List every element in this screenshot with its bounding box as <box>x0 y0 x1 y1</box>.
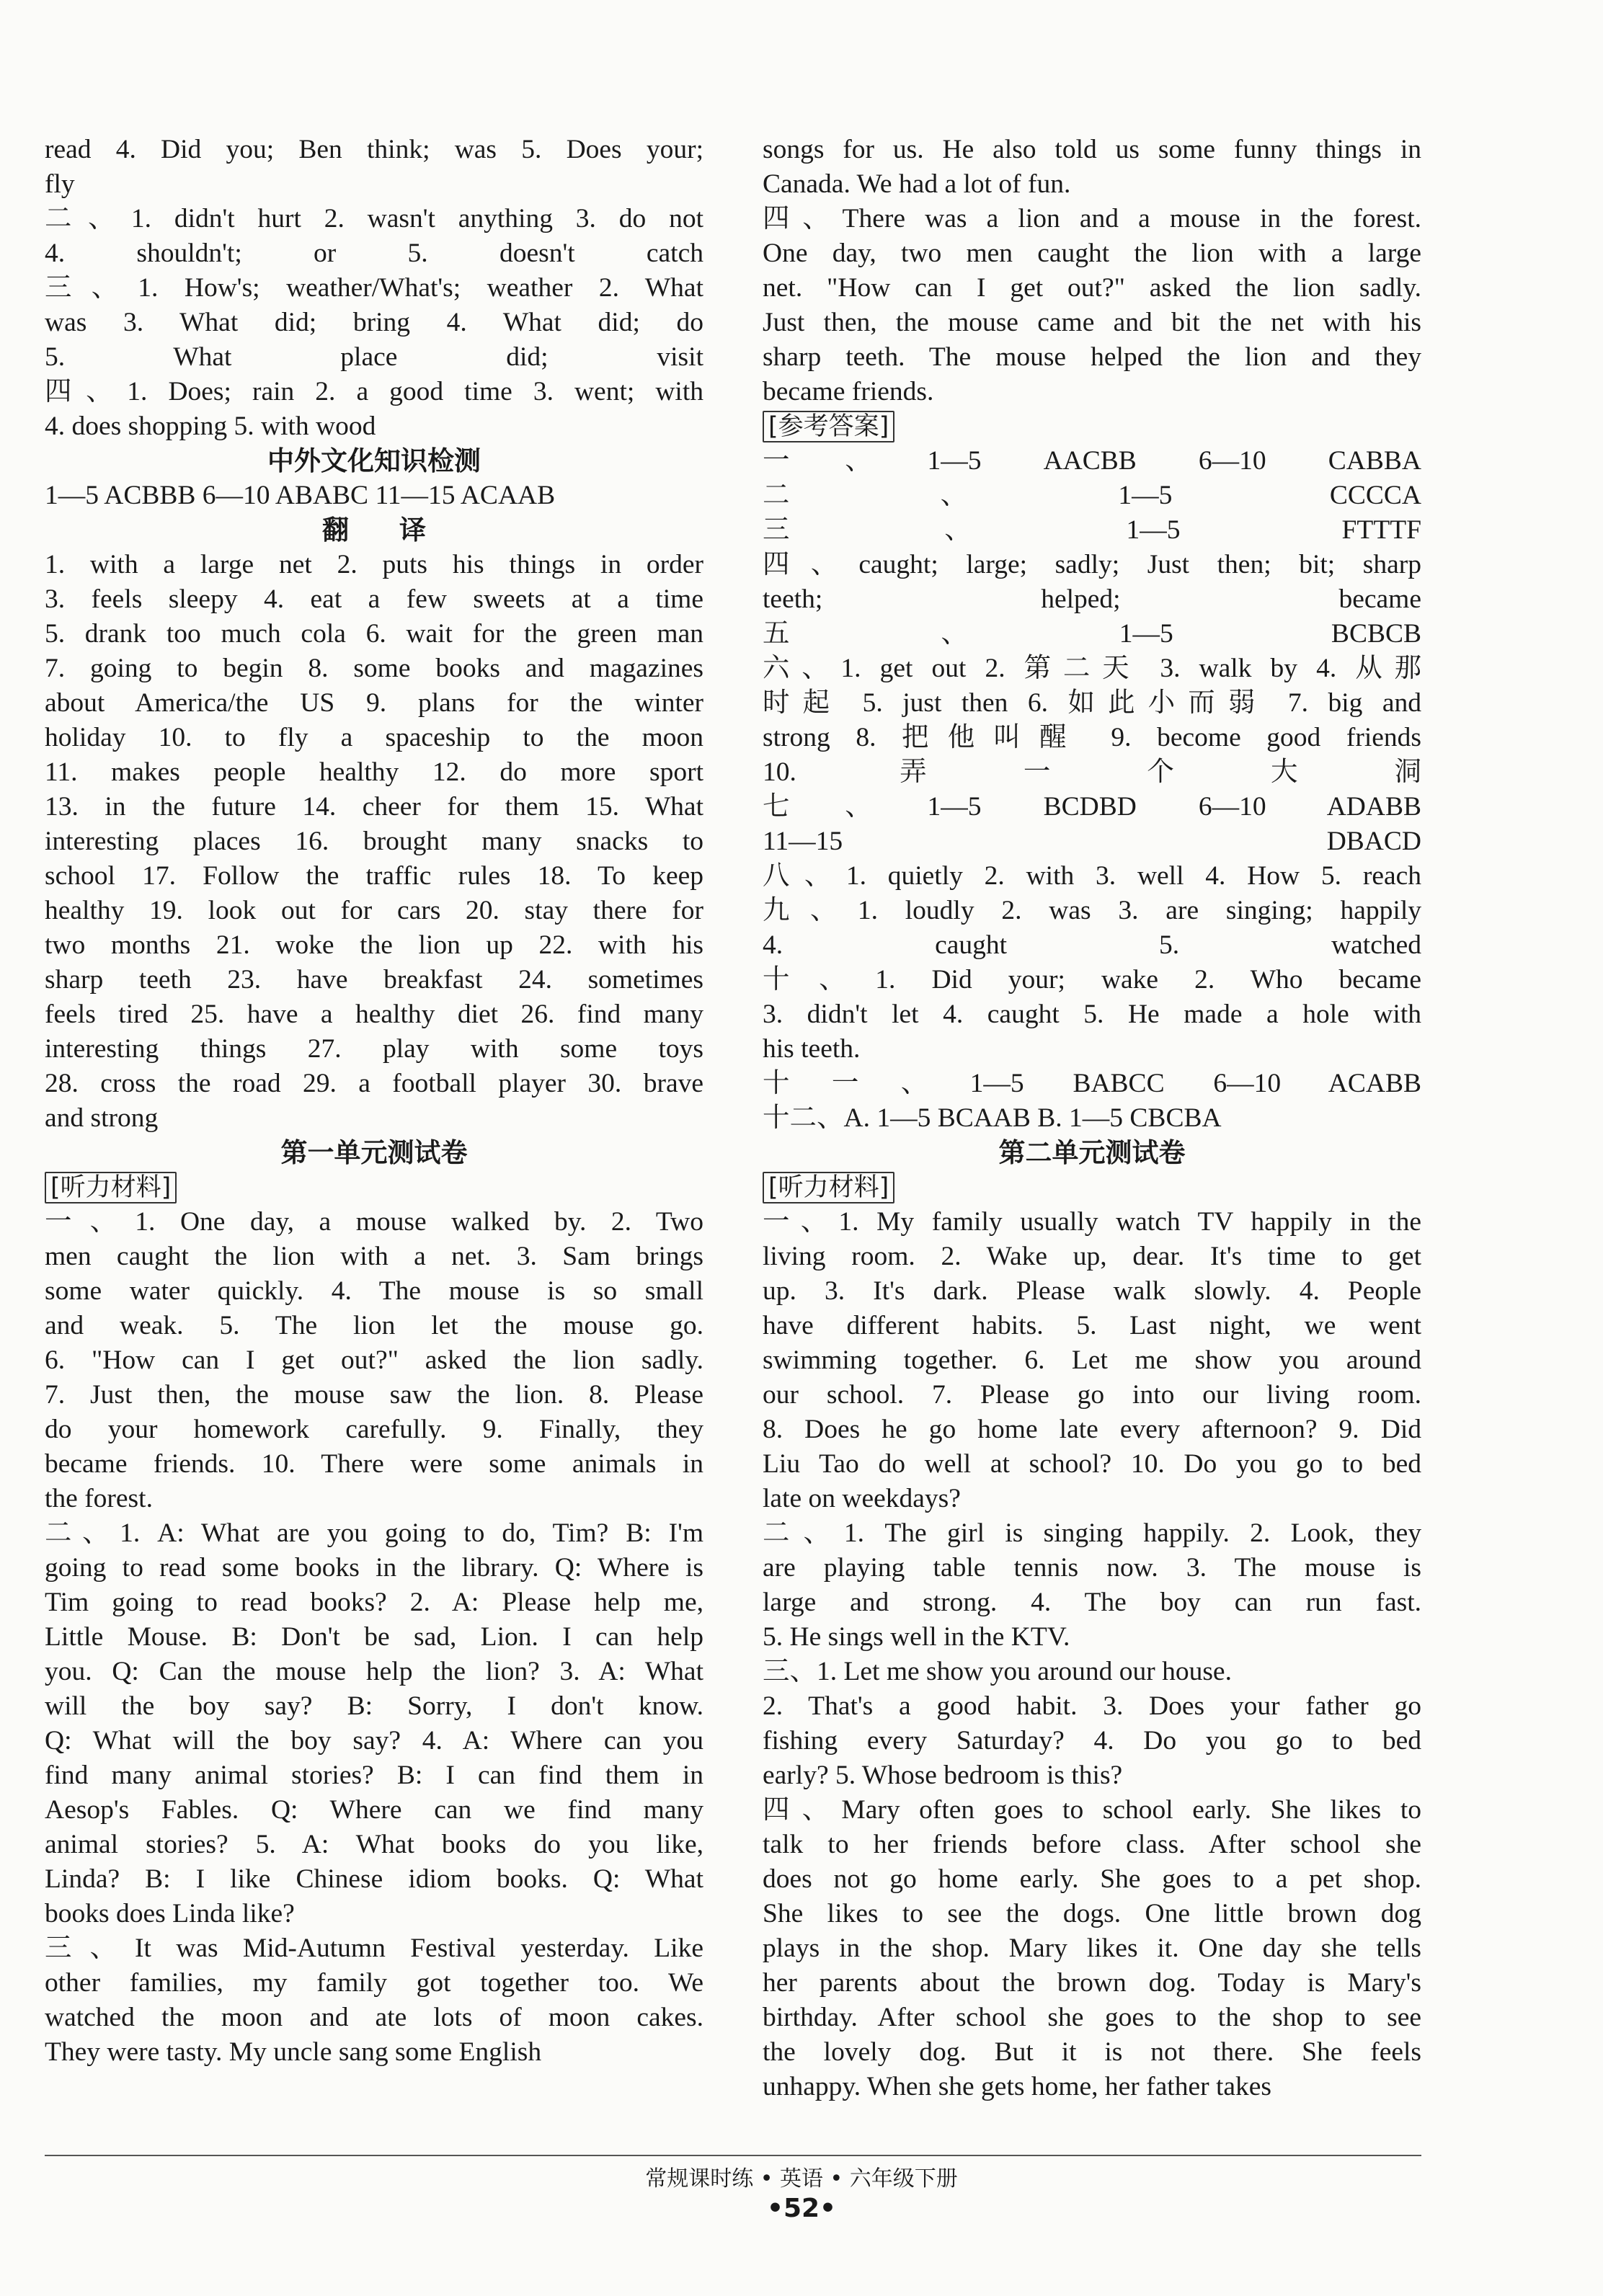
text-line: sharp teeth 23. have breakfast 24. sometimes <box>45 965 703 995</box>
text-line: healthy 19. look out for cars 20. stay there for <box>45 896 703 925</box>
text-line: 一、1—5 AACBB 6—10 CABBA <box>763 446 1421 476</box>
text-line: do your homework carefully. 9. Finally, they <box>45 1415 703 1444</box>
text-line: 3. feels sleepy 4. eat a few sweets at a time <box>45 584 703 614</box>
text-line: became friends. 10. There were some animals in <box>45 1449 703 1479</box>
footer-divider <box>45 2155 1421 2156</box>
text-line: feels tired 25. have a healthy diet 26. find many <box>45 1000 703 1029</box>
right-column <box>763 133 1421 2104</box>
text-line: other families, my family got together too. We <box>45 1968 703 1998</box>
text-line: Liu Tao do well at school? 10. Do you go to bed <box>763 1449 1421 1479</box>
text-line: and strong <box>45 1103 159 1133</box>
text-line: her parents about the brown dog. Today is Mary's <box>763 1968 1421 1998</box>
text-line: Just then, the mouse came and bit the net with his <box>763 308 1421 337</box>
text-line: 2. That's a good habit. 3. Does your father go <box>763 1691 1421 1721</box>
text-line: became friends. <box>763 377 934 406</box>
text-line: 5. drank too much cola 6. wait for the green man <box>45 619 703 649</box>
text-line: 7. going to begin 8. some books and magazines <box>45 654 703 683</box>
section-heading: 第二单元测试卷 <box>998 1137 1186 1168</box>
text-line: sharp teeth. The mouse helped the lion and they <box>763 342 1421 372</box>
text-line: will the boy say? B: Sorry, I don't know. <box>45 1691 703 1721</box>
section-tag-label: [参考答案] <box>763 411 894 442</box>
text-line: 一、1. My family usually watch TV happily in the <box>763 1207 1421 1237</box>
text-line: strong 8. 把他叫醒 9. become good friends <box>763 723 1421 752</box>
text-line: 二、1—5 CCCCA <box>763 481 1421 510</box>
left-column <box>45 133 703 2070</box>
section-heading: 第一单元测试卷 <box>280 1137 468 1168</box>
text-line: 二、1. The girl is singing happily. 2. Look, they <box>763 1518 1421 1548</box>
text-line: about America/the US 9. plans for the winter <box>45 688 703 718</box>
text-line: does not go home early. She goes to a pet shop. <box>763 1864 1421 1894</box>
text-line: 28. cross the road 29. a football player 30. brave <box>45 1069 703 1098</box>
text-line: 一、1. One day, a mouse walked by. 2. Two <box>45 1207 703 1237</box>
text-line: 5. What place did; visit <box>45 342 703 372</box>
text-line: 5. He sings well in the KTV. <box>763 1622 1070 1652</box>
text-line: holiday 10. to fly a spaceship to the moon <box>45 723 703 752</box>
text-line: 三、1. Let me show you around our house. <box>763 1657 1232 1686</box>
text-line: the lovely dog. But it is not there. She feels <box>763 2037 1421 2067</box>
text-line: 十二、A. 1—5 BCAAB B. 1—5 CBCBA <box>763 1103 1222 1133</box>
text-line: have different habits. 5. Last night, we went <box>763 1311 1421 1340</box>
text-line: Q: What will the boy say? 4. A: Where can you <box>45 1726 703 1756</box>
text-line: fishing every Saturday? 4. Do you go to bed <box>763 1726 1421 1756</box>
text-line: his teeth. <box>763 1034 861 1064</box>
text-line: animal stories? 5. A: What books do you like, <box>45 1830 703 1859</box>
text-line: 11. makes people healthy 12. do more sport <box>45 757 703 787</box>
text-line: 4. shouldn't; or 5. doesn't catch <box>45 239 703 268</box>
text-line: you. Q: Can the mouse help the lion? 3. A: What <box>45 1657 703 1686</box>
text-line: 三、1—5 FTTTF <box>763 515 1421 545</box>
text-line: 三、It was Mid-Autumn Festival yesterday. Like <box>45 1934 703 1963</box>
text-line: find many animal stories? B: I can find them in <box>45 1761 703 1790</box>
text-line: 三、1. How's; weather/What's; weather 2. What <box>45 273 703 303</box>
text-line: 6. "How can I get out?" asked the lion sadly. <box>45 1345 703 1375</box>
text-line: are playing table tennis now. 3. The mouse is <box>763 1553 1421 1583</box>
text-line: read 4. Did you; Ben think; was 5. Does your; <box>45 135 703 164</box>
text-line: She likes to see the dogs. One little brown dog <box>763 1899 1421 1928</box>
text-line: teeth; helped; became <box>763 584 1421 614</box>
text-line: two months 21. woke the lion up 22. with his <box>45 930 703 960</box>
text-line: late on weekdays? <box>763 1484 961 1513</box>
text-line: interesting things 27. play with some toys <box>45 1034 703 1064</box>
text-line: Little Mouse. B: Don't be sad, Lion. I can help <box>45 1622 703 1652</box>
text-line: 3. didn't let 4. caught 5. He made a hole with <box>763 1000 1421 1029</box>
page-number: •52• <box>766 2194 837 2223</box>
section-tag <box>763 409 1421 444</box>
text-line: 4. caught 5. watched <box>763 930 1421 960</box>
text-line: some water quickly. 4. The mouse is so small <box>45 1276 703 1306</box>
text-line: 七、1—5 BCDBD 6—10 ADABB <box>763 792 1421 822</box>
section-tag-label: [听力材料] <box>45 1172 177 1203</box>
text-line: songs for us. He also told us some funny things in <box>763 135 1421 164</box>
text-line: 11—15 DBACD <box>763 827 1421 856</box>
text-line: 四、caught; large; sadly; Just then; bit; sharp <box>763 550 1421 579</box>
text-line: 时起 5. just then 6. 如此小而弱 7. big and <box>763 688 1421 718</box>
section-tag <box>763 1170 1421 1205</box>
text-line: was 3. What did; bring 4. What did; do <box>45 308 703 337</box>
text-line: 四、Mary often goes to school early. She likes to <box>763 1795 1421 1825</box>
text-line: 九、1. loudly 2. was 3. are singing; happily <box>763 896 1421 925</box>
text-line: watched the moon and ate lots of moon cakes. <box>45 2003 703 2032</box>
text-line: our school. 7. Please go into our living room. <box>763 1380 1421 1410</box>
text-line: 1. with a large net 2. puts his things in order <box>45 550 703 579</box>
text-line: net. "How can I get out?" asked the lion sadly. <box>763 273 1421 303</box>
text-line: unhappy. When she gets home, her father takes <box>763 2072 1272 2101</box>
section-tag <box>45 1170 703 1205</box>
text-line: 4. does shopping 5. with wood <box>45 411 376 441</box>
text-line: 十一、1—5 BABCC 6—10 ACABB <box>763 1069 1421 1098</box>
text-line: school 17. Follow the traffic rules 18. To keep <box>45 861 703 891</box>
text-line: going to read some books in the library. Q: Where is <box>45 1553 703 1583</box>
text-line: They were tasty. My uncle sang some English <box>45 2037 542 2067</box>
text-line: swimming together. 6. Let me show you around <box>763 1345 1421 1375</box>
section-tag-label: [听力材料] <box>763 1172 894 1203</box>
text-line: 四、1. Does; rain 2. a good time 3. went; with <box>45 377 703 406</box>
text-line: 7. Just then, the mouse saw the lion. 8. Please <box>45 1380 703 1410</box>
text-line: books does Linda like? <box>45 1899 295 1928</box>
text-line: fly <box>45 169 75 199</box>
text-line: 六、1. get out 2. 第二天 3. walk by 4. 从那 <box>763 654 1421 683</box>
text-line: and weak. 5. The lion let the mouse go. <box>45 1311 703 1340</box>
footer-book-title: 常规课时练 • 英语 • 六年级下册 <box>645 2166 958 2192</box>
section-heading: 翻译 <box>322 515 476 546</box>
section-heading: 中外文化知识检测 <box>267 445 481 476</box>
text-line: talk to her friends before class. After school she <box>763 1830 1421 1859</box>
text-line: plays in the shop. Mary likes it. One day she tells <box>763 1934 1421 1963</box>
text-line: living room. 2. Wake up, dear. It's time to get <box>763 1242 1421 1271</box>
text-line: 二、1. didn't hurt 2. wasn't anything 3. do not <box>45 204 703 233</box>
text-line: Linda? B: I like Chinese idiom books. Q: What <box>45 1864 703 1894</box>
text-line: up. 3. It's dark. Please walk slowly. 4. People <box>763 1276 1421 1306</box>
text-line: 13. in the future 14. cheer for them 15. What <box>45 792 703 822</box>
text-line: 8. Does he go home late every afternoon? 9. Did <box>763 1415 1421 1444</box>
text-line: the forest. <box>45 1484 153 1513</box>
text-line: Tim going to read books? 2. A: Please help me, <box>45 1588 703 1617</box>
text-line: 五、1—5 BCBCB <box>763 619 1421 649</box>
text-line: men caught the lion with a net. 3. Sam brings <box>45 1242 703 1271</box>
text-line: large and strong. 4. The boy can run fast. <box>763 1588 1421 1617</box>
text-line: 八、1. quietly 2. with 3. well 4. How 5. reach <box>763 861 1421 891</box>
text-line: Aesop's Fables. Q: Where can we find many <box>45 1795 703 1825</box>
text-line: birthday. After school she goes to the shop to see <box>763 2003 1421 2032</box>
text-line: interesting places 16. brought many snacks to <box>45 827 703 856</box>
text-line: 十、1. Did your; wake 2. Who became <box>763 965 1421 995</box>
text-line: 10. 弄一个大洞 <box>763 757 1421 787</box>
text-line: Canada. We had a lot of fun. <box>763 169 1071 199</box>
text-line: 四、There was a lion and a mouse in the forest. <box>763 204 1421 233</box>
text-line: One day, two men caught the lion with a large <box>763 239 1421 268</box>
text-line: early? 5. Whose bedroom is this? <box>763 1761 1123 1790</box>
answer-page <box>45 133 1421 2150</box>
text-line: 1—5 ACBBB 6—10 ABABC 11—15 ACAAB <box>45 481 556 510</box>
text-line: 二、1. A: What are you going to do, Tim? B: I'm <box>45 1518 703 1548</box>
